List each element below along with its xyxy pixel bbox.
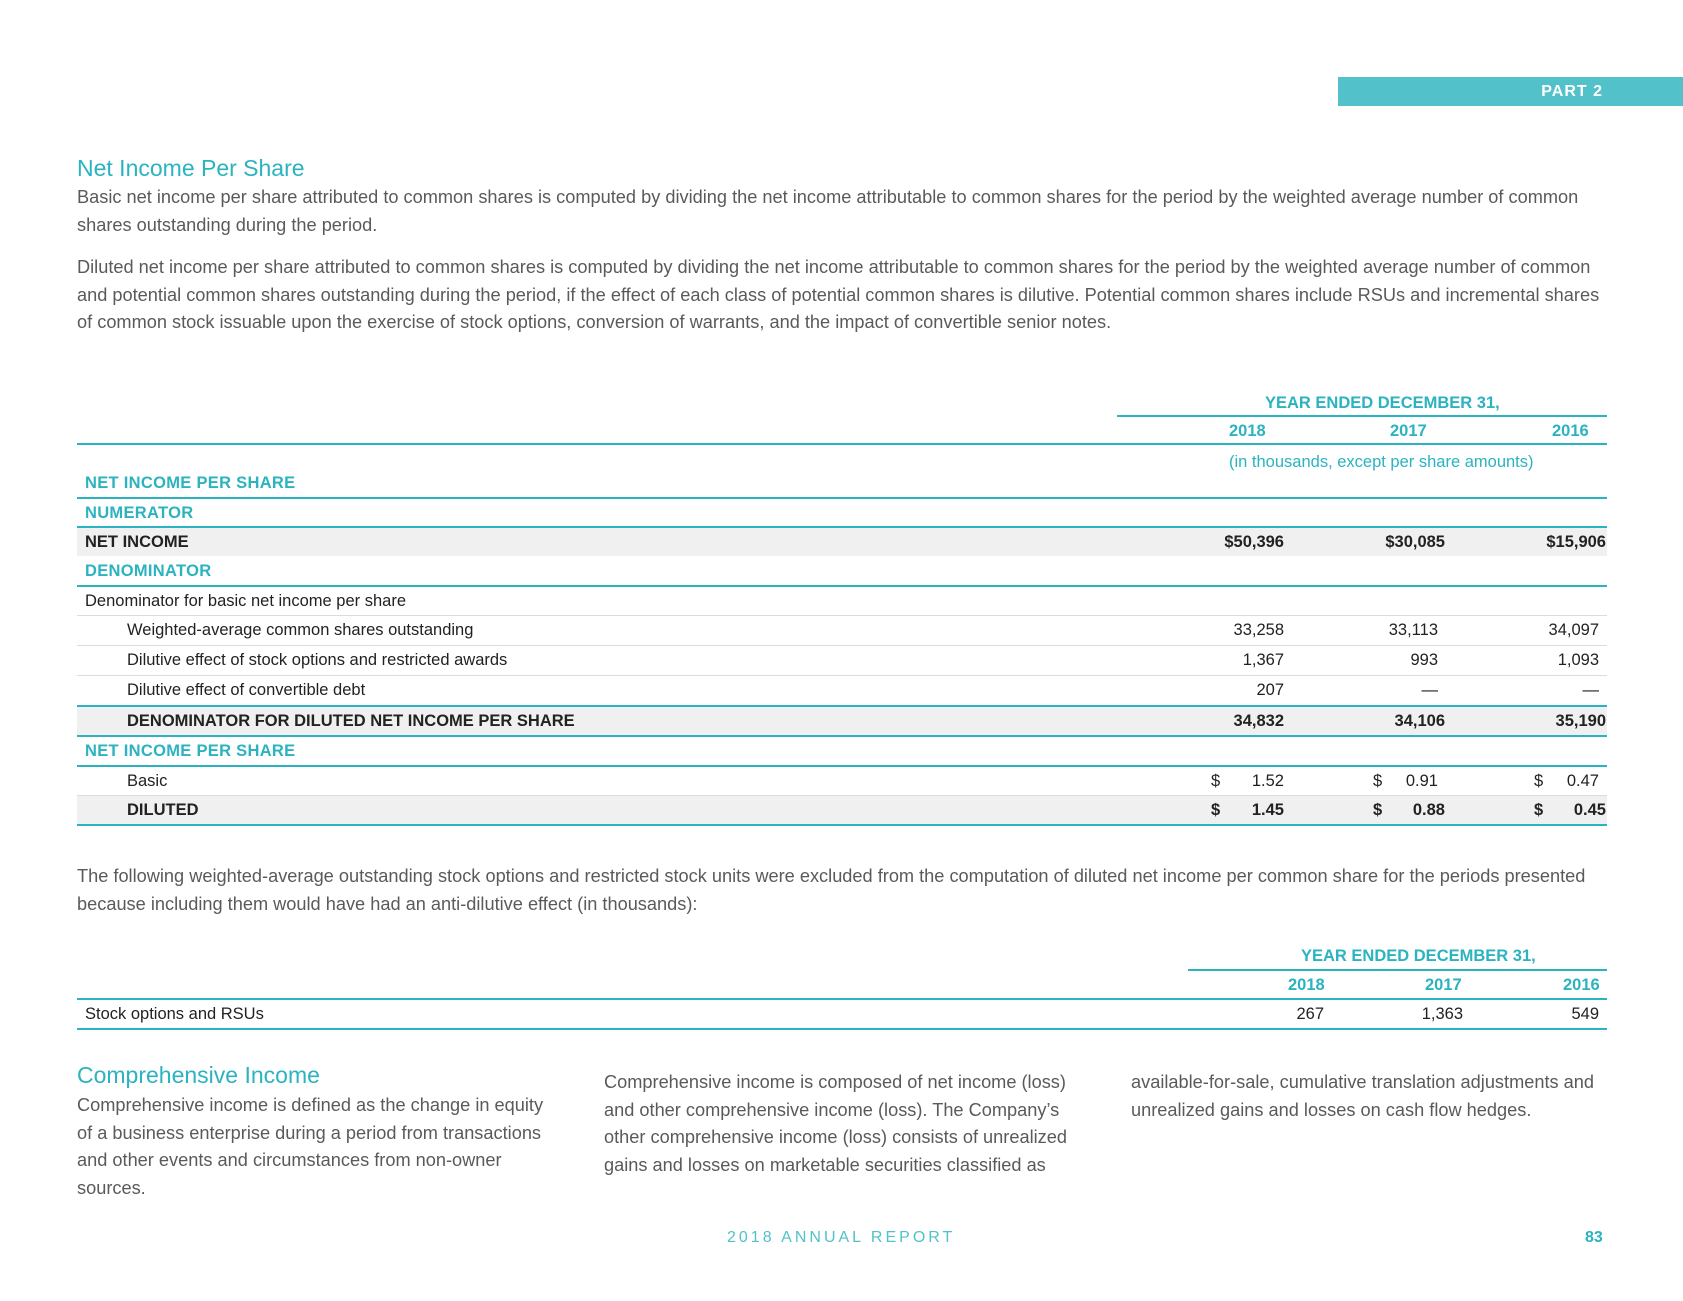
value-2016: — [1582, 680, 1599, 699]
table1-net-income-row [77, 528, 1607, 556]
value-2017: 0.88 [1412, 800, 1445, 819]
table1-section-row [77, 469, 1607, 497]
table1-denominator-row [77, 557, 1607, 585]
row-label: Weighted-average common shares outstanding [127, 620, 474, 639]
table2-bottom-rule [77, 1028, 1607, 1030]
value-2018: 207 [1256, 680, 1284, 699]
table1-year-2016: 2016 [1552, 422, 1589, 440]
rule [77, 824, 1607, 826]
row-label: Dilutive effect of stock options and restricted awards [127, 650, 508, 669]
value-2016: $15,906 [1546, 532, 1606, 551]
value-2017: 1,363 [1421, 1004, 1463, 1023]
value-2017: 0.91 [1405, 771, 1438, 790]
comprehensive-column-3: available-for-sale, cumulative translation adjustments and unrealized gains and losses on cash flow hedges. [1131, 1072, 1595, 1120]
antidilutive-paragraph: The following weighted-average outstanding stock options and restricted stock units were excluded from the computation of diluted net income per common share for the periods presented because including them would have had an anti-dilutive effect (in thousands): [77, 866, 1586, 914]
table2-year-2018: 2018 [1288, 976, 1325, 994]
table1-year-2018: 2018 [1229, 422, 1266, 440]
table2-stock-options-row [77, 1000, 1607, 1028]
value-2016: 1,093 [1557, 650, 1599, 669]
table1-dilutive-debt-row [77, 676, 1607, 704]
table1-nips-row [77, 737, 1607, 765]
row-label: DILUTED [127, 800, 199, 819]
comprehensive-column-1: Comprehensive income is defined as the change in equity of a business enterprise during a period from transactions and other events and circumstances from non-owner sources. [77, 1095, 544, 1198]
table1-dilutive-options-row [77, 646, 1607, 674]
row-label: NET INCOME [85, 532, 189, 551]
currency-2017: $ [1373, 771, 1383, 790]
currency-2018: $ [1211, 771, 1221, 790]
value-2018: 1,367 [1242, 650, 1284, 669]
section-title-comprehensive-income: Comprehensive Income [77, 1062, 320, 1088]
row-label: NUMERATOR [85, 503, 194, 522]
table2-year-2016: 2016 [1563, 976, 1600, 994]
row-label: Stock options and RSUs [85, 1004, 264, 1023]
row-label: Dilutive effect of convertible debt [127, 680, 366, 699]
value-2018: 34,832 [1233, 711, 1284, 730]
table2-year-2017: 2017 [1425, 976, 1462, 994]
value-2016: 0.47 [1566, 771, 1599, 790]
footer-report-label: 2018 ANNUAL REPORT [727, 1229, 956, 1246]
table1-denom-basic-row [77, 587, 1607, 615]
value-2018: $50,396 [1224, 532, 1284, 551]
value-2017: 33,113 [1388, 620, 1438, 639]
table1-period-header: YEAR ENDED DECEMBER 31, [1265, 394, 1500, 412]
value-2017: 993 [1410, 650, 1438, 669]
part-tab [1338, 77, 1683, 106]
value-2017: $30,085 [1385, 532, 1445, 551]
value-2016: 34,097 [1548, 620, 1599, 639]
footer-page-number: 83 [1585, 1229, 1603, 1246]
section-title-net-income: Net Income Per Share [77, 155, 305, 181]
currency-2017: $ [1373, 800, 1383, 819]
currency-2016: $ [1534, 771, 1544, 790]
row-label: NET INCOME PER SHARE [85, 473, 296, 492]
value-2017: 34,106 [1394, 711, 1445, 730]
value-2018: 1.45 [1251, 800, 1284, 819]
value-2018: 33,258 [1233, 620, 1284, 639]
table1-period-rule [1117, 415, 1607, 417]
table1-header-rule [77, 443, 1607, 445]
row-label: NET INCOME PER SHARE [85, 741, 296, 760]
row-label: Denominator for basic net income per share [85, 591, 406, 610]
value-2016: 35,190 [1555, 711, 1606, 730]
net-income-paragraph-2: Diluted net income per share attributed to common shares is computed by dividing the net income attributable to common shares for the period by the weighted average number of common and potential common shares outstanding during the period, if the effect of each class of potential common shares is dilutive. Potential common shares include RSUs and incremental shares of common stock issuable upon the exercise of stock options, conversion of warrants, and the impact of convertible senior notes. [77, 257, 1600, 332]
row-label: DENOMINATOR [85, 561, 212, 580]
row-label: DENOMINATOR FOR DILUTED NET INCOME PER SHARE [127, 711, 575, 730]
value-2016: 549 [1571, 1004, 1599, 1023]
value-2017: — [1421, 680, 1438, 699]
row-label: Basic [127, 771, 168, 790]
table1-diluted-row [77, 796, 1607, 824]
currency-2018: $ [1211, 800, 1221, 819]
table1-units-note: (in thousands, except per share amounts) [1229, 453, 1534, 471]
currency-2016: $ [1534, 800, 1544, 819]
table1-year-2017: 2017 [1390, 422, 1427, 440]
table2-period-header: YEAR ENDED DECEMBER 31, [1301, 947, 1536, 965]
comprehensive-column-2: Comprehensive income is composed of net income (loss) and other comprehensive income (loss). The Company’s other comprehensive income (loss) consists of unrealized gains and losses on marketable securities classified as [604, 1072, 1067, 1175]
value-2016: 0.45 [1573, 800, 1606, 819]
net-income-paragraph-1: Basic net income per share attributed to common shares is computed by dividing the net income attributable to common shares for the period by the weighted average number of common shares outstanding during the period. [77, 187, 1579, 235]
value-2018: 1.52 [1251, 771, 1284, 790]
table1-denom-diluted-row [77, 707, 1607, 735]
table1-basic-row [77, 767, 1607, 795]
table2-period-rule [1188, 969, 1607, 971]
part-label: PART 2 [1541, 82, 1603, 100]
table1-numerator-row [77, 499, 1607, 527]
value-2018: 267 [1296, 1004, 1324, 1023]
table1-weighted-row [77, 616, 1607, 644]
